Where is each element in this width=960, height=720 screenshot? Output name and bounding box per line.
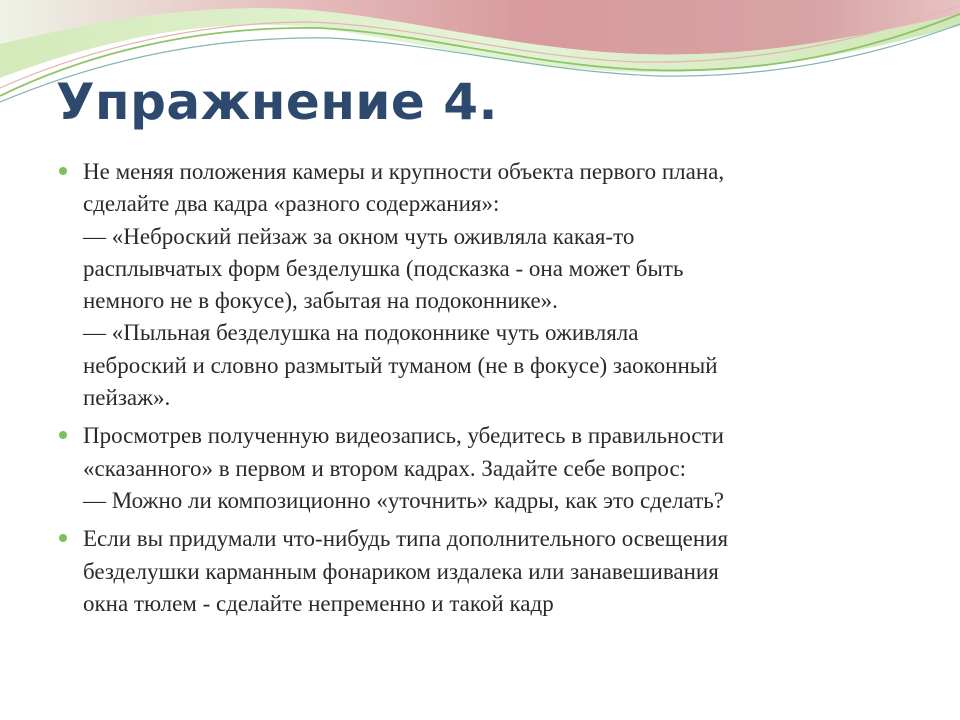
bullet-line: неброский и словно размытый туманом (не в фокусе) заоконный [83,352,718,378]
bullet-line: — «Пыльная безделушка на подоконнике чуть оживляла [83,320,639,346]
bullet-line: пейзаж». [83,385,171,411]
bullet-item-1 [56,156,906,414]
slide-title: Упражнение 4. [56,73,499,131]
bullet-icon [59,167,67,175]
bullet-icon [59,431,67,439]
bullet-line: Если вы придумали что-нибудь типа дополнительного освещения [83,526,729,552]
bullet-line: — Можно ли композиционно «уточнить» кадры, как это сделать? [83,487,724,513]
bullet-line: «сказанного» в первом и втором кадрах. Задайте себе вопрос: [83,455,687,481]
bullet-line: окна тюлем - сделайте непременно и такой кадр [83,590,554,616]
bullet-line: немного не в фокусе), забытая на подоконнике». [83,288,558,314]
bullet-line: сделайте два кадра «разного содержания»: [83,191,500,217]
bullet-icon [59,534,67,542]
bullet-list [56,156,906,626]
bullet-line: — «Неброский пейзаж за окном чуть оживляла какая-то [83,223,635,249]
bullet-line: Просмотрев полученную видеозапись, убедитесь в правильности [83,423,724,449]
bullet-line: Не меняя положения камеры и крупности объекта первого плана, [83,159,725,184]
bullet-line: безделушки карманным фонариком издалека или занавешивания [83,558,719,584]
bullet-item-2 [56,420,906,517]
bullet-line: расплывчатых форм безделушка (подсказка - она может быть [83,255,684,281]
bullet-item-3 [56,523,906,620]
